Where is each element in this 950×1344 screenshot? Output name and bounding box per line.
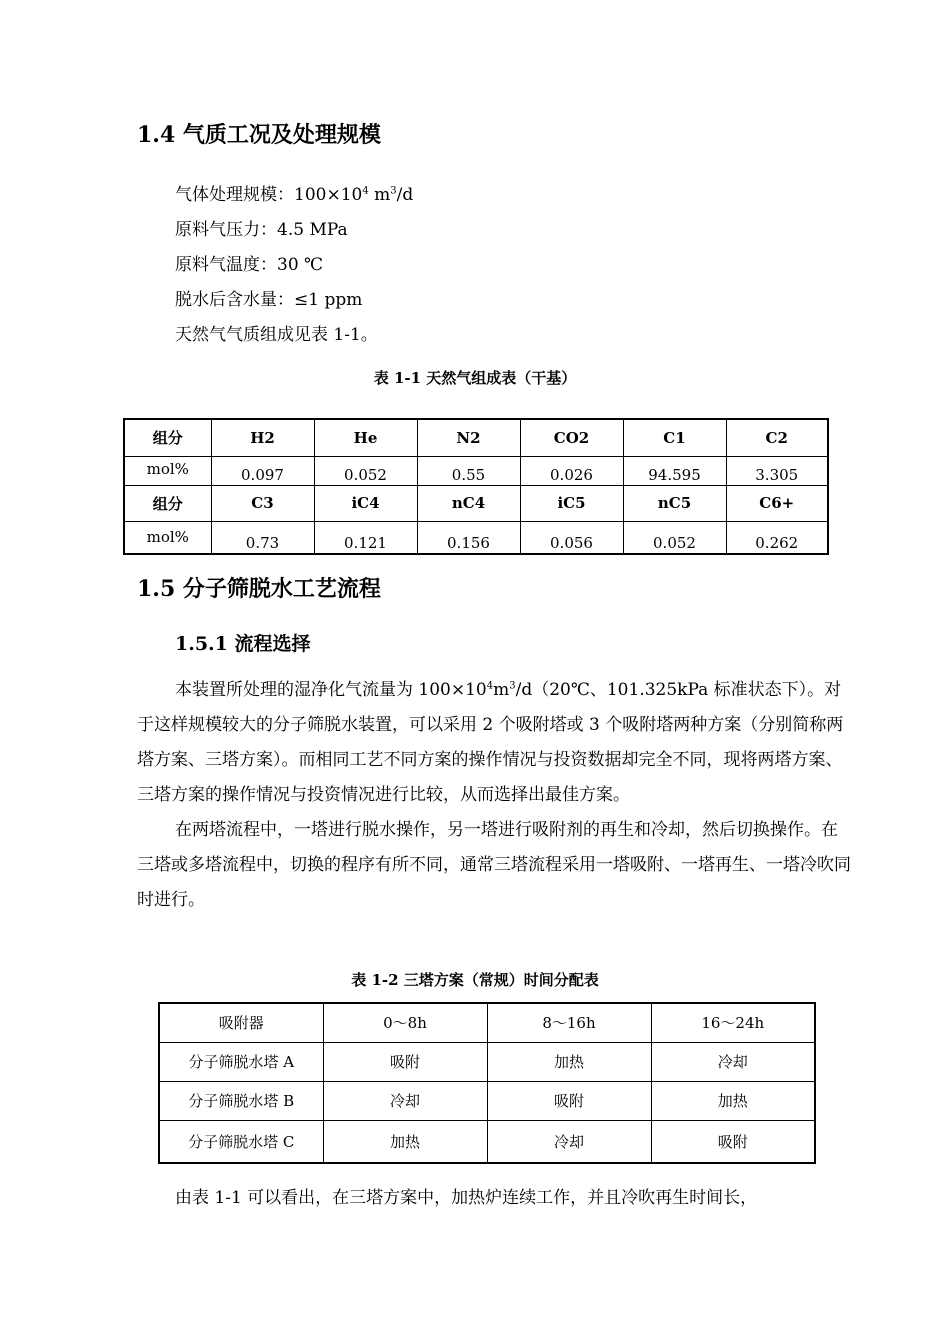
table-header-cell: 0～8h (323, 1003, 487, 1042)
composition-table (123, 418, 829, 555)
table-cell: 冷却 (487, 1120, 651, 1163)
table-row (159, 1081, 815, 1120)
table-cell: iC4 (314, 485, 417, 521)
table-row (124, 419, 828, 456)
table-cell: 吸附 (651, 1120, 815, 1163)
table-cell: C2 (726, 419, 828, 456)
table-row (124, 521, 828, 554)
superscript: 3 (509, 680, 516, 692)
gas-scale-exponent: 4 (362, 185, 369, 197)
section-1-5-heading: 1.5 分子筛脱水工艺流程 (137, 576, 381, 602)
table-cell: 0.026 (520, 456, 623, 485)
table-cell: 0.121 (314, 521, 417, 554)
gas-scale-line (175, 180, 413, 205)
table-row (159, 1042, 815, 1081)
table-cell: He (314, 419, 417, 456)
table-header-cell: 16～24h (651, 1003, 815, 1042)
gas-scale-unit: m (368, 185, 391, 205)
table-row-label: 组分 (124, 419, 211, 456)
gas-scale-unit-tail: /d (396, 185, 414, 205)
table-1-1-caption: 表 1-1 天然气组成表（干基） (373, 369, 577, 387)
table-cell: iC5 (520, 485, 623, 521)
table-cell: 94.595 (623, 456, 726, 485)
water-content-line: 脱水后含水量：≤1 ppm (175, 290, 363, 310)
composition-reference-line: 天然气气质组成见表 1-1。 (175, 325, 378, 345)
table-cell: 加热 (323, 1120, 487, 1163)
feed-temperature-line: 原料气温度：30 ℃ (175, 255, 324, 275)
table-cell: nC5 (623, 485, 726, 521)
table-cell: C1 (623, 419, 726, 456)
table-cell: 0.73 (211, 521, 314, 554)
feed-pressure-line: 原料气压力：4.5 MPa (175, 220, 348, 240)
table-cell: 0.55 (417, 456, 520, 485)
table-cell: 吸附 (487, 1081, 651, 1120)
superscript: 4 (486, 680, 494, 692)
table-header-row (159, 1003, 815, 1042)
section-1-4-heading: 1.4 气质工况及处理规模 (137, 122, 381, 148)
table-cell: 0.052 (623, 521, 726, 554)
table-cell: 冷却 (651, 1042, 815, 1081)
table-1-2-caption: 表 1-2 三塔方案（常规）时间分配表 (351, 971, 599, 989)
table-cell: C3 (211, 485, 314, 521)
table-cell: H2 (211, 419, 314, 456)
table-cell: 分子筛脱水塔 C (159, 1120, 323, 1163)
table-row (124, 456, 828, 485)
table-header-cell: 吸附器 (159, 1003, 323, 1042)
table-cell: 分子筛脱水塔 A (159, 1042, 323, 1081)
table-cell: CO2 (520, 419, 623, 456)
table-cell: 0.056 (520, 521, 623, 554)
table-row-label: mol% (124, 456, 211, 485)
closing-paragraph: 由表 1-1 可以看出，在三塔方案中，加热炉连续工作，并且冷吹再生时间长， (175, 1188, 758, 1208)
table-cell: N2 (417, 419, 520, 456)
paragraph-text: /d（20℃、101.325kPa 标准状态下）。对于这样规模较大的分子筛脱水装置，可以采用 2 个吸附塔或 3 个吸附塔两种方案（分别简称两塔方案、三塔方案）。而相同工艺不同方案的操作情况与投资数据却完全不同，现将两塔方案、三塔方案的操作情况与投资情况进行比较，从而选择出最佳方案。 (137, 680, 844, 805)
table-cell: 分子筛脱水塔 B (159, 1081, 323, 1120)
table-cell: 3.305 (726, 456, 828, 485)
table-cell: 吸附 (323, 1042, 487, 1081)
table-cell: 冷却 (323, 1081, 487, 1120)
table-row (159, 1120, 815, 1163)
section-1-5-1-heading: 1.5.1 流程选择 (175, 633, 311, 655)
gas-scale-label: 气体处理规模：100×10 (175, 185, 363, 205)
table-cell: 加热 (651, 1081, 815, 1120)
table-cell: 加热 (487, 1042, 651, 1081)
table-cell: 0.052 (314, 456, 417, 485)
table-row-label: 组分 (124, 485, 211, 521)
table-cell: 0.262 (726, 521, 828, 554)
table-header-cell: 8～16h (487, 1003, 651, 1042)
table-row-label: mol% (124, 521, 211, 554)
paragraph-flow-rate (137, 673, 853, 813)
paragraph-tower-process: 在两塔流程中，一塔进行脱水操作，另一塔进行吸附剂的再生和冷却，然后切换操作。在三塔或多塔流程中，切换的程序有所不同，通常三塔流程采用一塔吸附、一塔再生、一塔冷吹同时进行。 (137, 820, 851, 910)
table-cell: 0.156 (417, 521, 520, 554)
paragraph-text: 本装置所处理的湿净化气流量为 100×10 (175, 680, 487, 700)
table-cell: C6+ (726, 485, 828, 521)
table-cell: 0.097 (211, 456, 314, 485)
paragraph-text: m (493, 680, 510, 700)
time-allocation-table (158, 1002, 816, 1164)
table-cell: nC4 (417, 485, 520, 521)
gas-scale-unit-exponent: 3 (390, 185, 397, 197)
process-selection-text (137, 673, 853, 918)
table-row (124, 485, 828, 521)
